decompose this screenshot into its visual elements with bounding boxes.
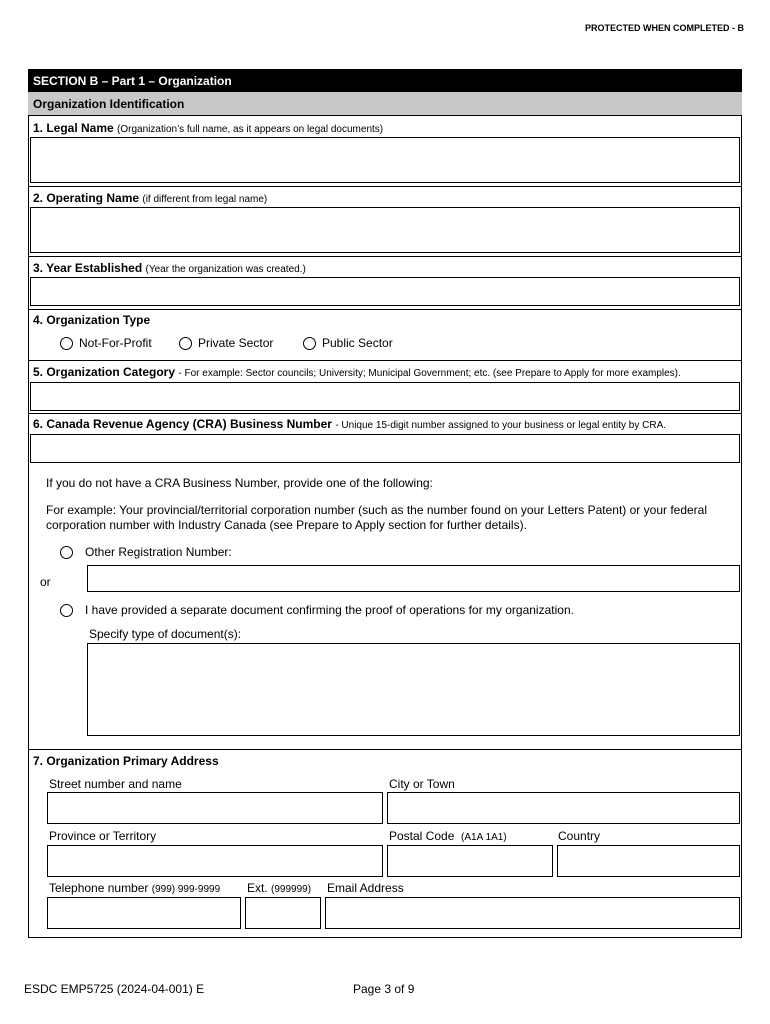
specify-document-label: Specify type of document(s): bbox=[89, 627, 242, 641]
cra-business-number-field[interactable] bbox=[30, 434, 740, 463]
legal-name-field[interactable] bbox=[30, 137, 740, 183]
page-number: Page 3 of 9 bbox=[353, 982, 415, 996]
section-subtitle: Organization Identification bbox=[28, 92, 742, 116]
q7-label: 7. Organization Primary Address bbox=[33, 754, 219, 768]
divider bbox=[28, 360, 742, 361]
other-registration-field[interactable] bbox=[87, 565, 740, 592]
province-label: Province or Territory bbox=[49, 829, 157, 843]
email-label: Email Address bbox=[327, 881, 404, 895]
divider bbox=[28, 413, 742, 414]
other-registration-label: Other Registration Number: bbox=[85, 545, 232, 559]
no-cra-instruction: If you do not have a CRA Business Number, provide one of the following: bbox=[46, 476, 433, 490]
year-established-field[interactable] bbox=[30, 277, 740, 306]
option-private-sector: Private Sector bbox=[198, 336, 274, 350]
ext-label: Ext. (999999) bbox=[247, 881, 312, 895]
radio-private-sector[interactable] bbox=[179, 337, 192, 350]
city-label: City or Town bbox=[389, 777, 455, 791]
example-line-1: For example: Your provincial/territorial corporation number (such as the number found on your Letters Patent) or your federal bbox=[46, 503, 708, 517]
divider bbox=[28, 309, 742, 310]
postal-code-label: Postal Code (A1A 1A1) bbox=[389, 829, 507, 843]
q2-label: 2. Operating Name (if different from legal name) bbox=[33, 191, 268, 205]
divider bbox=[28, 186, 742, 187]
province-field[interactable] bbox=[47, 845, 383, 877]
example-line-2: corporation number with Industry Canada (see Prepare to Apply section for further details). bbox=[46, 518, 527, 532]
separate-document-label: I have provided a separate document confirming the proof of operations for my organization. bbox=[85, 603, 574, 617]
country-field[interactable] bbox=[557, 845, 740, 877]
email-field[interactable] bbox=[325, 897, 740, 929]
option-public-sector: Public Sector bbox=[322, 336, 393, 350]
city-field[interactable] bbox=[387, 792, 740, 824]
radio-public-sector[interactable] bbox=[303, 337, 316, 350]
divider bbox=[28, 749, 742, 750]
phone-label: Telephone number (999) 999-9999 bbox=[49, 881, 221, 895]
street-label: Street number and name bbox=[49, 777, 182, 791]
organization-category-field[interactable] bbox=[30, 382, 740, 411]
q1-label: 1. Legal Name (Organization’s full name, as it appears on legal documents) bbox=[33, 121, 384, 135]
q6-label: 6. Canada Revenue Agency (CRA) Business Number - Unique 15-digit number assigned to your business or legal entity by CRA. bbox=[33, 417, 667, 431]
operating-name-field[interactable] bbox=[30, 207, 740, 253]
option-not-for-profit: Not-For-Profit bbox=[79, 336, 152, 350]
divider bbox=[28, 256, 742, 257]
q5-label: 5. Organization Category - For example: Sector councils; University; Municipal Government; etc. (see Prepare to Apply for more examples). bbox=[33, 365, 681, 379]
or-label: or bbox=[40, 575, 51, 589]
radio-separate-document[interactable] bbox=[60, 604, 73, 617]
q4-label: 4. Organization Type bbox=[33, 313, 151, 327]
protected-notice: PROTECTED WHEN COMPLETED - B bbox=[585, 23, 744, 33]
radio-other-registration[interactable] bbox=[60, 546, 73, 559]
document-type-field[interactable] bbox=[87, 643, 740, 736]
street-field[interactable] bbox=[47, 792, 383, 824]
radio-not-for-profit[interactable] bbox=[60, 337, 73, 350]
section-title: SECTION B – Part 1 – Organization bbox=[28, 69, 742, 92]
country-label: Country bbox=[558, 829, 601, 843]
q3-label: 3. Year Established (Year the organization was created.) bbox=[33, 261, 306, 275]
phone-field[interactable] bbox=[47, 897, 241, 929]
form-id: ESDC EMP5725 (2024-04-001) E bbox=[24, 982, 205, 996]
postal-code-field[interactable] bbox=[387, 845, 553, 877]
ext-field[interactable] bbox=[245, 897, 321, 929]
